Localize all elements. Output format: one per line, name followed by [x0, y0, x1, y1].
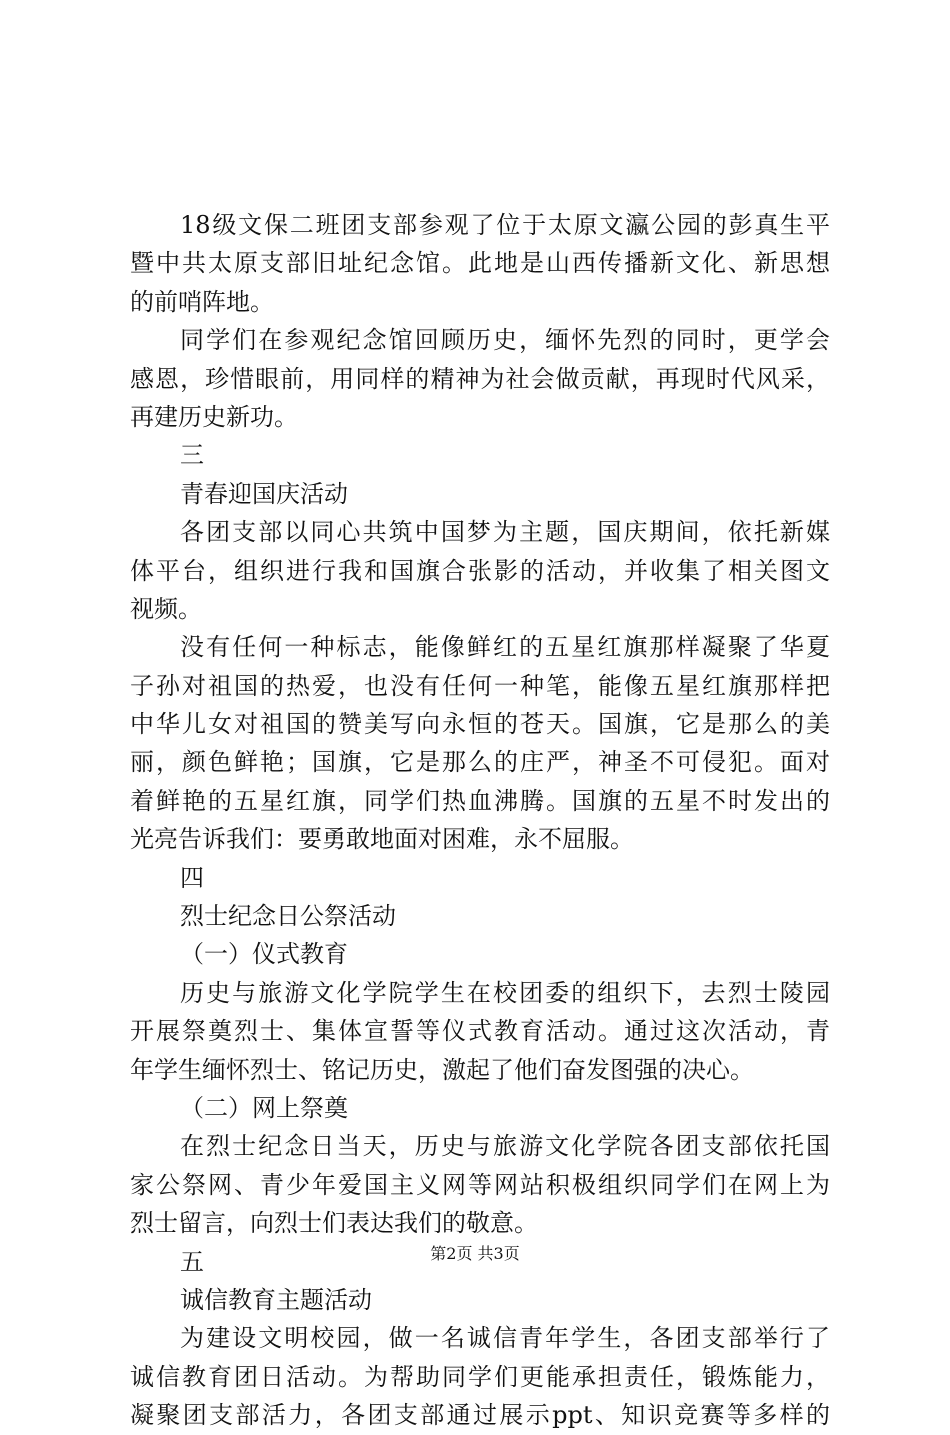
- page-footer: 第2页 共3页: [430, 1244, 520, 1263]
- text-line: 为建设文明校园，做一名诚信青年学生，各团支部举行了: [180, 1324, 830, 1353]
- text-line: 家公祭网、青少年爱国主义网等网站积极组织同学们在网上为: [130, 1170, 830, 1199]
- text-line: 体平台，组织进行我和国旗合张影的活动，并收集了相关图文: [130, 556, 830, 585]
- text-line: 青春迎国庆活动: [180, 479, 348, 508]
- text-line: 的前哨阵地。: [130, 287, 274, 316]
- text-line: 丽，颜色鲜艳；国旗，它是那么的庄严，神圣不可侵犯。面对: [130, 748, 830, 777]
- text-line: 视频。: [130, 594, 202, 623]
- text-line: 诚信教育团日活动。为帮助同学们更能承担责任，锻炼能力，: [130, 1362, 830, 1391]
- text-line: 在烈士纪念日当天，历史与旅游文化学院各团支部依托国: [180, 1132, 830, 1161]
- text-line: 子孙对祖国的热爱，也没有任何一种笔，能像五星红旗那样把: [130, 671, 830, 700]
- text-line: 着鲜艳的五星红旗，同学们热血沸腾。国旗的五星不时发出的: [130, 786, 830, 815]
- text-line: 历史与旅游文化学院学生在校团委的组织下，去烈士陵园: [180, 978, 830, 1007]
- text-line: 暨中共太原支部旧址纪念馆。此地是山西传播新文化、新思想: [130, 249, 830, 278]
- text-line: 年学生缅怀烈士、铭记历史，激起了他们奋发图强的决心。: [130, 1055, 754, 1084]
- text-line: 五: [180, 1247, 204, 1276]
- text-line: （二）网上祭奠: [180, 1093, 348, 1122]
- text-line: 18级文保二班团支部参观了位于太原文瀛公园的彭真生平: [180, 211, 830, 239]
- text-line: （一）仪式教育: [180, 940, 348, 969]
- text-line: 没有任何一种标志，能像鲜红的五星红旗那样凝聚了华夏: [180, 633, 830, 662]
- text-line: 各团支部以同心共筑中国梦为主题，国庆期间，依托新媒: [180, 518, 830, 547]
- text-line: 同学们在参观纪念馆回顾历史，缅怀先烈的同时，更学会: [180, 326, 830, 355]
- text-line: 四: [180, 863, 204, 892]
- text-line: 光亮告诉我们：要勇敢地面对困难，永不屈服。: [130, 825, 634, 854]
- text-line: 开展祭奠烈士、集体宣誓等仪式教育活动。通过这次活动，青: [130, 1017, 830, 1046]
- text-line: 再建历史新功。: [130, 402, 298, 431]
- text-line: 诚信教育主题活动: [180, 1285, 372, 1314]
- text-line: 三: [180, 441, 204, 470]
- text-line: 烈士纪念日公祭活动: [180, 902, 396, 931]
- text-line: 感恩，珍惜眼前，用同样的精神为社会做贡献，再现时代风采，: [130, 364, 830, 393]
- text-line: 凝聚团支部活力，各团支部通过展示ppt、知识竞赛等多样的: [130, 1401, 830, 1430]
- text-line: 烈士留言，向烈士们表达我们的敬意。: [130, 1209, 538, 1238]
- text-line: 中华儿女对祖国的赞美写向永恒的苍天。国旗，它是那么的美: [130, 710, 830, 739]
